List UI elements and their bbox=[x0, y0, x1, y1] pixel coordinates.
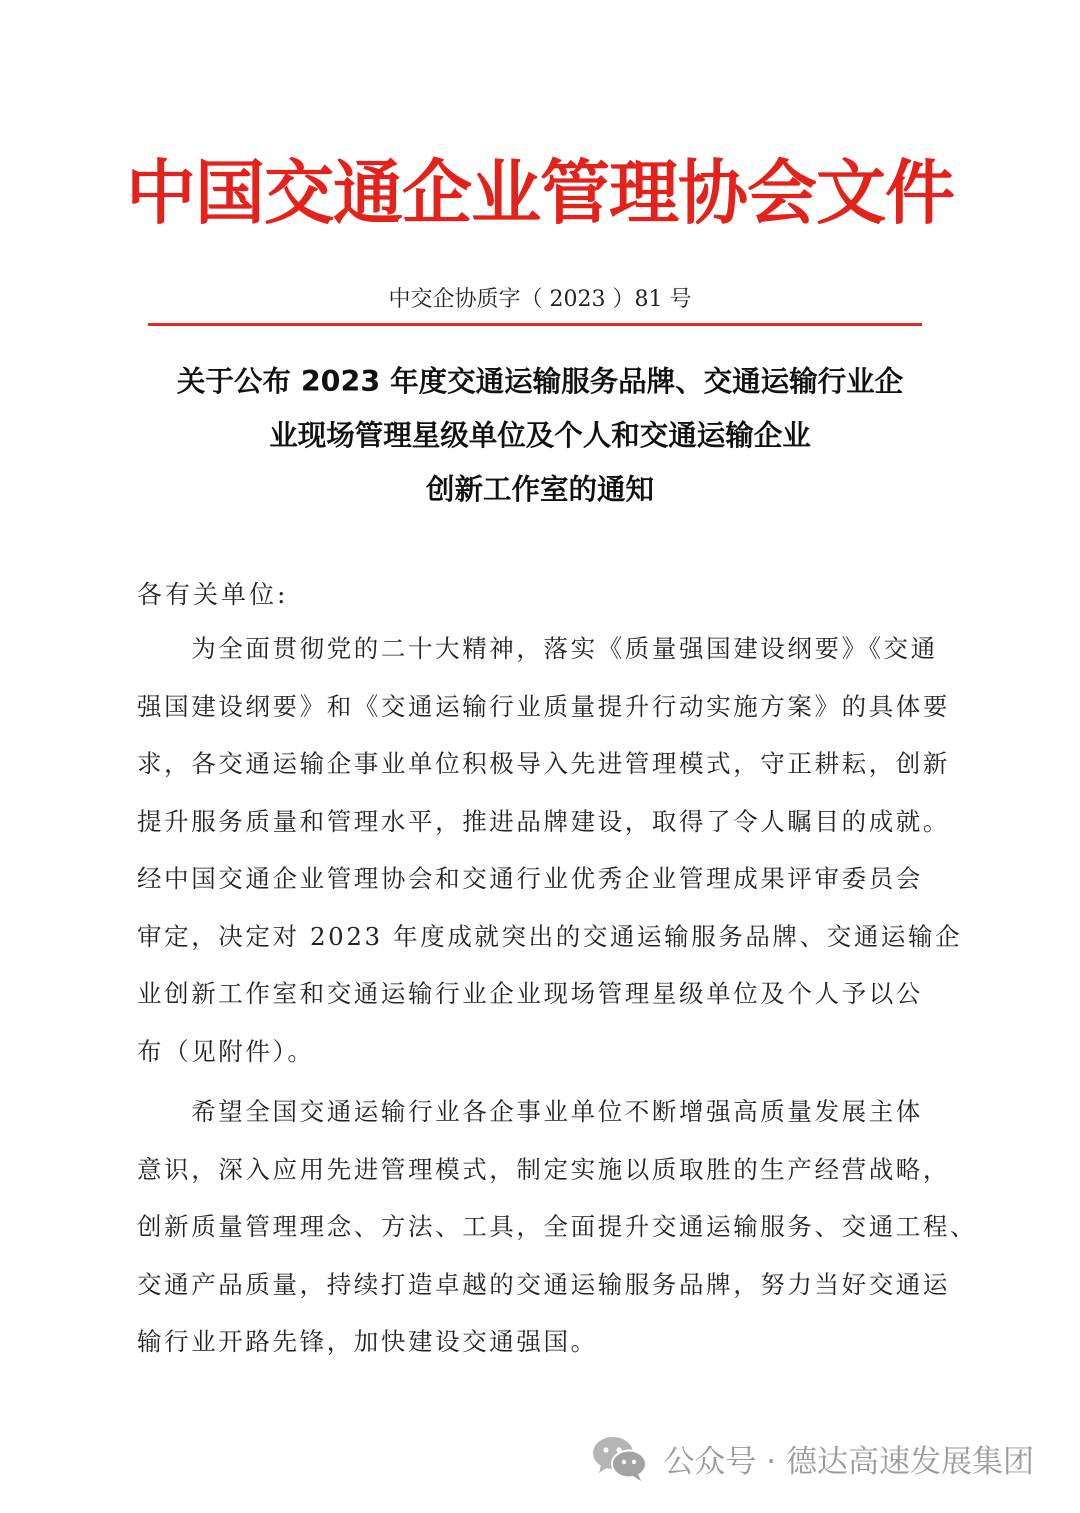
paragraph-line: 为全面贯彻党的二十大精神，落实《质量强国建设纲要》《交通 bbox=[137, 634, 938, 663]
paragraph-line: 强国建设纲要》和《交通运输行业质量提升行动实施方案》的具体要 bbox=[137, 691, 950, 721]
notice-title-line: 创新工作室的通知 bbox=[425, 473, 654, 506]
paragraph-line: 输行业开路先锋，加快建设交通强国。 bbox=[137, 1327, 598, 1356]
wechat-icon bbox=[591, 1433, 649, 1483]
wechat-watermark bbox=[591, 1430, 1034, 1486]
paragraph-line: 经中国交通企业管理协会和交通行业优秀企业管理成果评审委员会 bbox=[137, 864, 923, 893]
paragraph-line: 审定，决定对 2023 年度成就突出的交通运输服务品牌、交通运输企 bbox=[137, 921, 963, 951]
document-header-title: 中国交通企业管理协会文件 bbox=[126, 151, 954, 234]
watermark-text: 公众号 · 德达高速发展集团 bbox=[663, 1443, 1034, 1480]
paragraph-line: 希望全国交通运输行业各企事业单位不断增强高质量发展主体 bbox=[137, 1097, 923, 1126]
paragraph-line: 创新质量管理理念、方法、工具，全面提升交通运输服务、交通工程、 bbox=[137, 1212, 978, 1241]
paragraph-line: 布（见附件）。 bbox=[137, 1036, 315, 1066]
notice-title bbox=[100, 355, 980, 517]
paragraph-line: 业创新工作室和交通运输行业企业现场管理星级单位及个人予以公 bbox=[137, 979, 923, 1008]
salutation: 各有关单位: bbox=[137, 580, 289, 609]
paragraph-line: 提升服务质量和管理水平，推进品牌建设，取得了令人瞩目的成就。 bbox=[137, 806, 950, 836]
paragraph-line: 求，各交通运输企事业单位积极导入先进管理模式，守正耕耘，创新 bbox=[137, 749, 950, 778]
paragraph-line: 意识，深入应用先进管理模式，制定实施以质取胜的生产经营战略， bbox=[137, 1154, 950, 1184]
paragraph-line: 交通产品质量，持续打造卓越的交通运输服务品牌，努力当好交通运 bbox=[137, 1269, 950, 1299]
body-paragraph-1 bbox=[137, 620, 963, 1080]
notice-title-line: 业现场管理星级单位及个人和交通运输企业 bbox=[269, 419, 811, 452]
notice-title-line: 关于公布 2023 年度交通运输服务品牌、交通运输行业企 bbox=[176, 365, 904, 398]
body-paragraph-2 bbox=[137, 1083, 978, 1371]
red-divider-rule bbox=[148, 323, 922, 326]
document-number: 中交企协质字（ 2023 ）81 号 bbox=[388, 287, 692, 312]
